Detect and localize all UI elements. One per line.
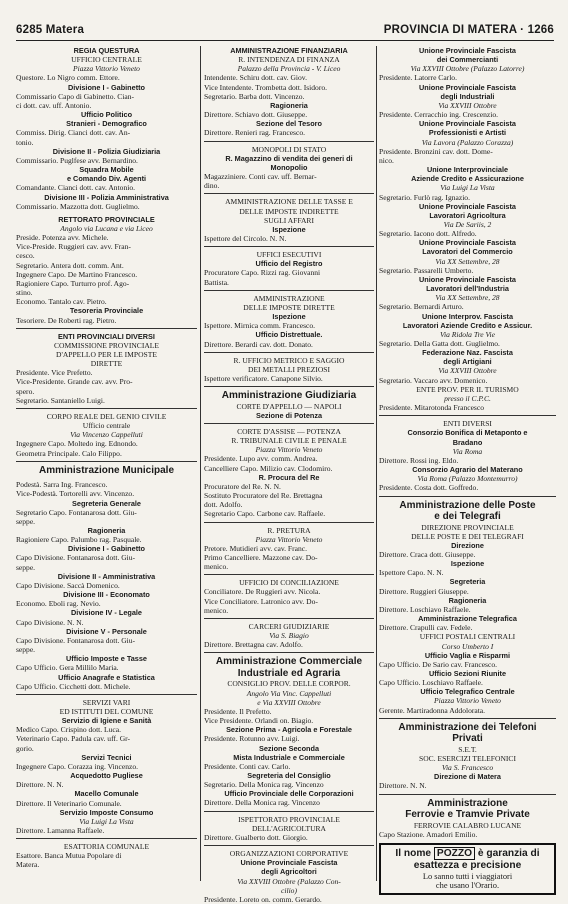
entry-line: Presidente. Loreto on. comm. Gerardo. — [204, 894, 322, 904]
office-title: ESATTORIA COMUNALE — [63, 842, 150, 852]
entry-line: Commissario Capo di Gabinetto. Cian- — [16, 91, 135, 101]
entry-line: seppe. — [16, 645, 36, 655]
section-heading: Squadra Mobile — [79, 165, 134, 175]
section-heading: Lavoratori dell'Industria — [426, 284, 509, 294]
entry-line: Capo Divisione. N. N. — [16, 617, 84, 627]
section-heading: Direzione — [451, 540, 484, 550]
section-heading: Servizio Imposte Consumo — [59, 807, 154, 817]
entry-line: Preside. Potenza avv. Michele. — [16, 233, 109, 243]
entry-line: Presidente. Rotunno avv. Luigi. — [204, 734, 300, 744]
section-divider — [204, 845, 374, 846]
administration-heading: Amministrazione Commerciale — [215, 656, 363, 668]
address-line: Via XXVIII Ottobre (Palazzo Con- — [237, 876, 341, 886]
administration-heading: Ferrovie e Tramvie Private — [405, 809, 530, 821]
ad-headline — [385, 848, 550, 860]
office-title: ISPETTORATO PROVINCIALE — [238, 814, 340, 824]
section-heading: Unione Interprovinciale — [426, 165, 509, 175]
section-divider — [204, 811, 374, 812]
column-2 — [204, 46, 374, 904]
entry-line: stino. — [16, 288, 33, 298]
office-title: UFFICI POSTALI CENTRALI — [419, 632, 516, 642]
entry-line: Questore. Lo Nigro comm. Ettore. — [16, 73, 120, 83]
address-line: Via Vincenzo Cappelluti — [70, 430, 143, 440]
office-title: ENTE PROV. PER IL TURISMO — [416, 384, 519, 394]
office-title: DELLE POSTE E DEI TELEGRAFI — [411, 531, 524, 541]
office-title: D'APPELLO PER LE IMPOSTE — [56, 350, 157, 359]
section-divider — [204, 352, 374, 353]
section-heading: Sezione del Tesoro — [256, 119, 322, 129]
office-title: DELL'AGRICOLTURA — [251, 823, 327, 833]
section-divider — [204, 618, 374, 619]
office-title: DELLE IMPOSTE DIRETTE — [243, 302, 335, 312]
section-heading: Ispezione — [272, 312, 306, 322]
address-line: Via Luigi La Vista — [440, 183, 495, 193]
entry-line: Segretario. Santaniello Luigi. — [16, 395, 105, 405]
office-title: CONSIGLIO PROV. DELLE CORPOR. — [227, 679, 351, 689]
entry-line: Vice Conciliatore. Latronico avv. Do- — [204, 596, 318, 606]
section-heading: degli Agricoltori — [261, 867, 317, 877]
entry-line: Commissario. Puglfese avv. Bernardino. — [16, 155, 138, 165]
section-heading: Unione Provinciale Fascista — [419, 238, 516, 248]
entry-line: Direttore. Renieri rag. Francesco. — [204, 128, 306, 138]
entry-line: Presidente. Mitarotonda Francesco — [379, 403, 484, 413]
entry-line: Geometra Principale. Calo Filippo. — [16, 448, 122, 458]
section-divider — [204, 423, 374, 424]
column-divider — [200, 46, 201, 881]
entry-line: Capo Divisione. Fontanarosa dott. Giu- — [16, 635, 136, 645]
entry-line: Segretario. Passarelli Umberto. — [379, 265, 474, 275]
entry-line: Vice-Presidente. Grande cav. avv. Pro- — [16, 377, 133, 387]
section-heading: Federazione Naz. Fascista — [422, 348, 513, 358]
entry-line: Conciliatore. De Ruggieri avv. Nicola. — [204, 587, 321, 597]
section-divider — [204, 574, 374, 575]
section-heading: Segreteria del Consiglio — [247, 770, 331, 780]
pozzo-advertisement — [379, 843, 556, 895]
entry-line: Presidente. Cerracchio ing. Crescenzio. — [379, 110, 499, 120]
section-heading: Mista Industriale e Commerciale — [233, 752, 345, 762]
section-heading: Divisione I - Gabinetto — [67, 544, 146, 554]
section-heading: Divisione IV - Legale — [71, 608, 142, 618]
section-heading: Tesoreria Provinciale — [69, 306, 144, 316]
entry-line: Commiss. Dirig. Cianci dott. cav. An- — [16, 128, 131, 138]
section-heading: R. Magazzino di vendita dei generi di — [225, 153, 353, 163]
office-title: AMMINISTRAZIONE — [253, 293, 325, 303]
section-heading: dei Commercianti — [436, 55, 499, 65]
section-heading: Servizi Tecnici — [81, 752, 132, 762]
entry-line: Direttore. N. N. — [16, 780, 64, 790]
entry-line: Ispettore verificatore. Canapone Silvio. — [204, 374, 323, 383]
address-line: Via XX Settembre, 28 — [435, 293, 500, 303]
section-heading: Consorzio Agrario del Materano — [412, 465, 523, 475]
office-title: UFFICI ESECUTIVI — [256, 250, 322, 260]
entry-line: Segretario. Antera dott. comm. Ant. — [16, 260, 124, 270]
office-title: CORTE D'ASSISE — POTENZA — [237, 426, 341, 436]
administration-heading: e dei Telegrafi — [434, 511, 501, 522]
section-heading: Divisione II - Polizia Giudiziaria — [52, 146, 161, 156]
office-title: UFFICIO DI CONCILIAZIONE — [239, 578, 339, 588]
section-heading: Aziende Credito e Assicurazione — [411, 174, 524, 184]
section-heading: Ufficio Telegrafico Centrale — [420, 687, 515, 697]
entry-line: Direttore. Il Veterinario Comunale. — [16, 798, 122, 808]
office-title: AMMINISTRAZIONE DELLE TASSE E — [225, 197, 353, 207]
entry-line: Cancelliere Capo. Milizio cav. Clodomiro. — [204, 463, 333, 473]
entry-line: Presidente. Bronzini cav. dott. Dome- — [379, 146, 493, 156]
address-line: Via Roma — [452, 446, 483, 456]
entry-line: Esattore. Banca Mutua Popolare di — [16, 851, 122, 861]
office-title: ORGANIZZAZIONI CORPORATIVE — [229, 849, 349, 859]
office-title: DEI METALLI PREZIOSI — [248, 364, 330, 374]
entry-line: Direttore. Loschiavo Raffaele. — [379, 604, 471, 614]
office-title: R. PRETURA — [267, 525, 311, 535]
section-heading: Divisione III - Economato — [63, 590, 150, 600]
entry-line: Presidente. Costa dott. Goffredo. — [379, 483, 479, 493]
administration-heading: Amministrazione delle Poste — [399, 499, 536, 511]
office-title: CARCERI GIUDIZIARIE — [248, 621, 330, 631]
entry-line: Vice-Podestà. Tortorelli avv. Vincenzo. — [16, 489, 135, 499]
entry-line: Tesoriere. De Roberti rag. Pietro. — [16, 315, 117, 325]
entry-line: Procuratore del Re. N. N. — [204, 481, 281, 491]
entry-line: Vice Presidente. Orlandi on. Biagio. — [204, 716, 314, 726]
office-title: Ufficio centrale — [82, 421, 131, 431]
entry-line: Segretario. Bernardi Arturo. — [379, 302, 464, 312]
section-heading: Unione Provinciale Fascista — [419, 119, 516, 129]
ad-text: è garanzia di — [475, 847, 540, 859]
entry-line: Vice-Preside. Ruggieri cav. avv. Fran- — [16, 242, 131, 252]
office-title: COMMISSIONE PROVINCIALE — [53, 340, 160, 350]
section-heading: Unione Provinciale Fascista — [419, 201, 516, 211]
section-divider — [204, 290, 374, 291]
address-line: Corso Umberto I — [441, 641, 494, 651]
entry-line: nico. — [379, 155, 394, 165]
entry-line: seppe. — [16, 516, 36, 526]
section-heading: R. Procura del Re — [258, 472, 320, 482]
entry-line: Segretario. Della Monica rag. Vincenzo — [204, 780, 324, 790]
address-line: Via S. Biagio — [269, 631, 309, 641]
column-1 — [16, 46, 197, 881]
entry-line: Matera. — [16, 860, 40, 870]
entry-line: Ispettore Capo. N. N. — [379, 568, 444, 578]
administration-heading: Privati — [452, 733, 483, 745]
entry-line: Capo Ufficio. Loschiavo Raffaele. — [379, 678, 483, 688]
office-title: R. UFFICIO METRICO E SAGGIO — [233, 355, 345, 365]
entry-line: Intendente. Schiru dott. cav. Giov. — [204, 73, 307, 83]
entry-line: Battista. — [204, 277, 229, 287]
section-heading: Unione Provinciale Fascista — [240, 858, 338, 868]
section-heading: Ufficio Imposte e Tasse — [66, 654, 147, 664]
entry-line: gorio. — [16, 743, 34, 753]
ad-subline: Lo sanno tutti i viaggiatori — [422, 871, 513, 881]
entry-line: Medico Capo. Crispino dott. Luca. — [16, 725, 122, 735]
address-line: e Via XXVIII Ottobre — [257, 697, 321, 707]
entry-line: Segretario Capo. Fontanarosa dott. Giu- — [16, 507, 137, 517]
section-heading: Divisione I - Gabinetto — [67, 82, 146, 92]
section-divider — [16, 838, 197, 839]
office-title: DIRETTE — [90, 359, 123, 369]
office-title: R. INTENDENZA DI FINANZA — [238, 55, 340, 65]
address-line: cilio) — [281, 885, 297, 895]
entry-line: Segretario. Vaccaro avv. Domenico. — [379, 375, 488, 385]
entry-line: Direttore. Rossi ing. Eldo. — [379, 455, 459, 465]
address-line: Piazza Vittorio Veneto — [255, 445, 323, 455]
section-heading: Stranieri - Demografico — [66, 119, 147, 129]
section-divider — [204, 141, 374, 142]
entry-line: Commissario. Mazzotta dott. Guglielmo. — [16, 201, 140, 211]
entry-line: Presidente. Il Prefetto. — [204, 706, 272, 716]
entry-line: Direttore. Berardi cav. dott. Donato. — [204, 339, 313, 349]
entry-line: cesco. — [16, 251, 35, 261]
section-divider — [379, 496, 556, 497]
entry-line: Presidente. Latorre Carlo. — [379, 73, 457, 83]
address-line: Via Roma (Palazzo Montemurro) — [417, 474, 518, 484]
section-heading: Segreteria — [449, 577, 486, 587]
section-heading: Direzione di Matera — [434, 772, 501, 782]
office-title: MONOPOLI DI STATO — [251, 144, 327, 154]
section-heading: Bradano — [452, 437, 483, 447]
section-heading: Acquedotto Pugliese — [70, 771, 143, 781]
address-line: Via Luigi La Vista — [79, 816, 134, 826]
section-heading: degli Artigiani — [443, 357, 492, 367]
entry-line: Presidente. Conti cav. Carlo. — [204, 761, 291, 771]
entry-line: Capo Divisione. Saccà Domenico. — [16, 580, 120, 590]
entry-line: Direttore. Lamanna Raffaele. — [16, 826, 105, 835]
section-heading: REGIA QUESTURA — [73, 46, 140, 55]
section-divider — [204, 193, 374, 194]
section-heading: Ufficio Vaglia e Risparmi — [424, 650, 511, 660]
section-divider — [204, 246, 374, 247]
entry-line: Pretore. Mutidieri avv. cav. Franc. — [204, 543, 307, 553]
entry-line: Direttore. Ruggieri Giuseppe. — [379, 586, 469, 596]
section-heading: Lavoratori Aziende Credito e Assicur. — [402, 320, 533, 330]
section-heading: Ufficio del Registro — [255, 259, 323, 269]
entry-line: Ispettore del Circolo. N. N. — [204, 233, 287, 243]
entry-line: Segretario. Barba dott. Vincenzo. — [204, 91, 305, 101]
section-heading: Monopolio — [270, 162, 308, 172]
section-heading: Ispezione — [450, 559, 485, 569]
entry-line: dott. Adolfo. — [204, 500, 243, 510]
section-heading: Ragioneria — [448, 595, 487, 605]
entry-line: Segretario Capo. Carbone cav. Raffaele. — [204, 509, 326, 519]
section-heading: Ragioneria — [270, 100, 308, 110]
administration-heading: Industriale ed Agraria — [237, 667, 341, 679]
entry-line: tonio. — [16, 137, 34, 147]
office-title: SOC. ESERCIZI TELEFONICI — [419, 753, 516, 763]
section-heading: Divisione III - Polizia Amministrativa — [44, 192, 169, 202]
section-heading: e Comando Div. Agenti — [66, 174, 147, 184]
entry-line: Economo. Eboli rag. Nevio. — [16, 599, 101, 609]
section-heading: Sezione di Potenza — [255, 410, 323, 420]
entry-line: Segretario. Della Gatta dott. Guglielmo. — [379, 339, 500, 348]
section-heading: Divisione II - Amministrativa — [57, 571, 156, 581]
office-title: ED ISTITUTI DEL COMUNE — [59, 706, 154, 716]
entry-line: Ispettore. Mirnica comm. Francesco. — [204, 321, 316, 331]
entry-line: Ingegnere Capo. Corazza ing. Vincenzo. — [16, 761, 138, 771]
entry-line: Segretario. Furlò rag. Ignazio. — [379, 192, 470, 202]
address-line: Via S. Francesco — [441, 763, 494, 773]
section-divider — [379, 794, 556, 795]
entry-line: Segretario. Iacono dott. Alfredo. — [379, 229, 477, 239]
address-line: Piazza Vittorio Veneto — [255, 534, 323, 544]
section-heading: Ufficio Anagrafe e Statistica — [58, 672, 155, 682]
office-title: CORTE D'APPELLO — NAPOLI — [236, 401, 342, 411]
section-heading: Amministrazione Telegrafica — [418, 614, 517, 624]
administration-heading: Amministrazione — [427, 797, 508, 809]
entry-line: Magazziniere. Conti cav. uff. Bernar- — [204, 172, 317, 182]
entry-line: seppe. — [16, 562, 36, 572]
entry-line: Primo Cancelliere. Mazzone cav. Do- — [204, 553, 318, 562]
entry-line: Direttore. Gualberto dott. Giorgio. — [204, 832, 308, 842]
address-line: Via De Sariis, 2 — [443, 219, 492, 229]
section-heading: ENTI PROVINCIALI DIVERSI — [58, 331, 155, 341]
section-heading: Consorzio Bonifica di Metaponto e — [407, 428, 528, 438]
address-line: Via Lavora (Palazzo Corazza) — [421, 137, 514, 147]
section-heading: Ragioneria — [87, 526, 126, 535]
section-divider — [16, 328, 197, 329]
ad-slogan: esattezza e precisione — [413, 859, 522, 871]
entry-line: Sostituto Procuratore del Re. Brettagna — [204, 491, 323, 501]
office-title: CORPO REALE DEL GENIO CIVILE — [46, 411, 167, 421]
address-line: Via XXVIII Ottobre — [438, 100, 497, 110]
section-divider — [16, 461, 197, 462]
column-divider — [376, 46, 377, 881]
entry-line: Gerente. Martiradonna Addolorata. — [379, 705, 486, 715]
entry-line: Vice Intendente. Trombetta dott. Isidoro. — [204, 82, 328, 92]
section-divider — [16, 408, 197, 409]
section-heading: degli Industriali — [440, 91, 495, 101]
entry-line: Direttore. Brettagna cav. Adolfo. — [204, 640, 303, 650]
section-divider — [204, 652, 374, 653]
page-header — [16, 24, 554, 41]
entry-line: Ingegnere Capo. De Martino Francesco. — [16, 269, 138, 279]
entry-line: Ragioniere Capo. Turturro prof. Ago- — [16, 278, 130, 288]
entry-line: Podestà. Sarra Ing. Francesco. — [16, 480, 108, 490]
section-heading: RETTORATO PROVINCIALE — [58, 214, 155, 224]
entry-line: Ingegnere Capo. Moltedo ing. Ednondo. — [16, 439, 138, 449]
ad-brand: POZZO — [434, 847, 475, 860]
address-line: Via Ridola Tre Vie — [440, 329, 495, 339]
entry-line: Comandante. Cianci dott. cav. Antonio. — [16, 183, 135, 193]
section-heading: AMMINISTRAZIONE FINANZIARIA — [230, 46, 348, 55]
entry-line: ci dott. cav. uff. Antonio. — [16, 100, 92, 110]
administration-heading: Amministrazione Giudiziaria — [221, 390, 357, 402]
section-heading: Sezione Prima - Agricola e Forestale — [226, 725, 352, 735]
section-divider — [204, 386, 374, 387]
address-line: Palazzo della Provincia - V. Liceo — [237, 64, 341, 74]
address-line: Piazza Vittorio Veneto — [73, 64, 140, 74]
entry-line: Capo Ufficio. Gera Millilo Maria. — [16, 663, 119, 673]
entry-line: spero. — [16, 386, 35, 396]
section-divider — [379, 415, 556, 416]
column-3 — [379, 46, 556, 891]
entry-line: Direttore. Craca dott. Giuseppe. — [379, 549, 476, 559]
section-heading: Ufficio Distrettuale. — [255, 330, 323, 340]
section-heading: Unione Provinciale Fascista — [419, 274, 516, 284]
section-heading: Lavoratori Agricoltura — [429, 210, 506, 220]
entry-line: Veterinario Capo. Padula cav. uff. Gr- — [16, 734, 131, 744]
office-title: SUGLI AFFARI — [264, 215, 314, 225]
section-divider — [16, 694, 197, 695]
address-line: presso il C.P.C. — [444, 393, 491, 403]
section-heading: Unione Interprov. Fascista — [421, 311, 514, 321]
entry-line: Capo Stazione. Amadori Emilio. — [379, 829, 478, 839]
entry-line: menico. — [204, 562, 229, 572]
office-title: DELLE IMPOSTE INDIRETTE — [239, 206, 339, 216]
entry-line: Procuratore Capo. Rizzi rag. Giovanni — [204, 268, 321, 278]
administration-heading: Amministrazione Municipale — [38, 464, 175, 476]
entry-line: Capo Divisione. Fontanarosa dott. Giu- — [16, 553, 136, 563]
office-title: UFFICIO CENTRALE — [71, 55, 142, 65]
address-line: Angolo via Lucana e via Liceo — [60, 223, 153, 233]
section-divider — [379, 718, 556, 719]
entry-line: menico. — [204, 605, 229, 615]
entry-line: Capo Ufficio. Cicchetti dott. Michele. — [16, 681, 131, 691]
entry-line: Direttore. Schiavo dott. Giuseppe. — [204, 110, 308, 120]
office-title: R. TRIBUNALE CIVILE E PENALE — [231, 436, 347, 446]
office-title: SERVIZI VARI — [82, 697, 131, 707]
page-number-left: 6285 Matera — [16, 24, 85, 36]
section-heading: Lavoratori del Commercio — [422, 247, 513, 257]
section-heading: Ispezione — [272, 224, 306, 234]
section-heading: Ufficio Politico — [80, 110, 133, 120]
section-heading: Macello Comunale — [74, 789, 139, 799]
address-line: Via XX Settembre, 28 — [435, 256, 500, 266]
office-title: S.E.T. — [458, 744, 477, 754]
page-title-right: PROVINCIA DI MATERA · 1266 — [383, 24, 554, 36]
address-line: Angolo Via Vinc. Cappelluti — [246, 688, 332, 698]
section-heading: Segreteria Generale — [72, 498, 141, 508]
entry-line: Direttore. Della Monica rag. Vincenzo — [204, 798, 320, 808]
section-heading: Professionisti e Artisti — [428, 128, 507, 138]
entry-line: Presidente. Lupo avv. comm. Andrea. — [204, 454, 318, 464]
administration-heading: Amministrazione dei Telefoni — [398, 721, 537, 733]
ad-text: Il nome — [395, 847, 434, 859]
entry-line: Ragioniere Capo. Palumbo rag. Pasquale. — [16, 535, 142, 545]
section-heading: Unione Provinciale Fascista — [419, 46, 516, 55]
office-title: ENTI DIVERSI — [443, 419, 492, 429]
entry-line: Economo. Tantalo cav. Pietro. — [16, 297, 107, 307]
address-line: Via XXVIII Ottobre — [438, 366, 497, 376]
entry-line: Presidente. Vice Prefetto. — [16, 368, 93, 378]
address-line: Piazza Vittorio Veneto — [434, 696, 501, 706]
section-heading: Unione Provinciale Fascista — [419, 82, 516, 92]
ad-subline: che usano l'Orario. — [435, 881, 500, 891]
section-divider — [204, 522, 374, 523]
section-heading: Sezione Seconda — [258, 743, 319, 753]
office-title: DIREZIONE PROVINCIALE — [421, 522, 514, 532]
entry-line: dino. — [204, 181, 220, 191]
entry-line: Direttore. Crapulli cav. Fedele. — [379, 623, 473, 633]
address-line: Via XXVIII Ottobre (Palazzo Latorre) — [410, 64, 525, 74]
entry-line: Direttore. N. N. — [379, 781, 427, 791]
section-heading: Divisione V - Personale — [66, 626, 147, 636]
section-heading: Servizio di Igiene e Sanità — [61, 716, 152, 726]
section-heading: Ufficio Sezioni Riunite — [428, 669, 507, 678]
entry-line: Capo Ufficio. De Sario cav. Francesco. — [379, 659, 497, 669]
office-title: FERROVIE CALABRO LUCANE — [413, 820, 522, 830]
section-heading: Ufficio Provinciale delle Corporazioni — [224, 789, 354, 799]
